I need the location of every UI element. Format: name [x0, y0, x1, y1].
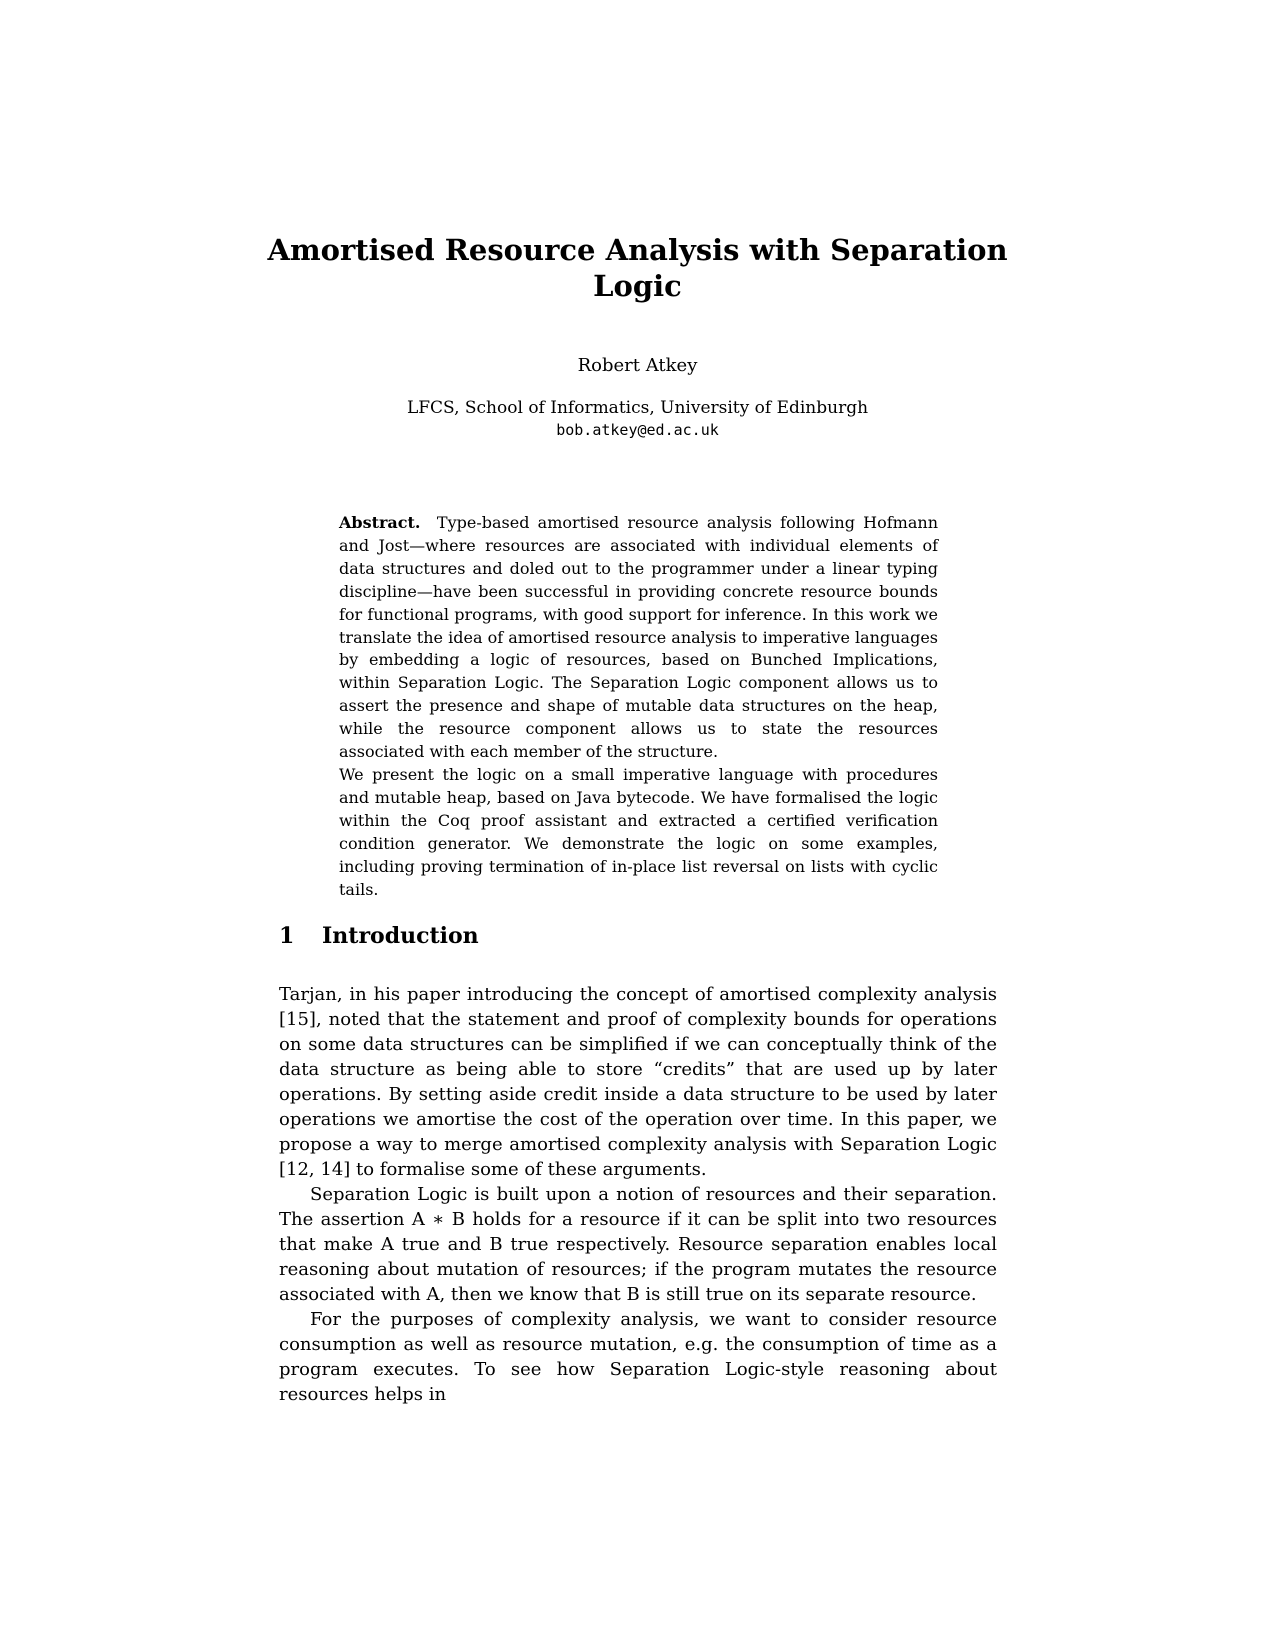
section-title: Introduction — [322, 923, 479, 949]
title-line-1: Amortised Resource Analysis with Separation — [267, 233, 1008, 267]
abstract — [339, 512, 938, 901]
paper-title — [0, 232, 1275, 304]
author-affiliation: LFCS, School of Informatics, University of Edinburgh — [406, 398, 869, 418]
abstract-paragraph-2: We present the logic on a small imperative language with procedures and mutable heap, based on Java bytecode. We have formalised the logic within the Coq proof assistant and extracted a certified verification condition generator. We demonstrate the logic on some examples, including proving termination of in-place list reversal on lists with cyclic tails. — [339, 764, 938, 899]
body-paragraph-2: Separation Logic is built upon a notion of resources and their separation. The assertion A ∗ B holds for a resource if it can be split into two resources that make A true and B true respectively. Resource separation enables local reasoning about mutation of resources; if the program mutates the resource associated with A, then we know that B is still true on its separate resource. — [279, 1184, 997, 1305]
abstract-text-1: Type-based amortised resource analysis following Hofmann and Jost—where resources are associated with individual elements of data structures and doled out to the programmer under a linear typing discipline—have been successful in providing concrete resource bounds for functional programs, with good support for inference. In this work we translate the idea of amortised resource analysis to imperative languages by embedding a logic of resources, based on Bunched Implications, within Separation Logic. The Separation Logic component allows us to assert the presence and shape of mutable data structures on the heap, while the resource component allows us to state the resources associated with each member of the structure. — [339, 513, 938, 762]
body-paragraph-3: For the purposes of complexity analysis, we want to consider resource consumption as well as resource mutation, e.g. the consumption of time as a program executes. To see how Separation Logic-style reasoning about resources helps in — [279, 1309, 997, 1405]
author-email: bob.atkey@ed.ac.uk — [556, 421, 719, 439]
body-paragraph-1: Tarjan, in his paper introducing the concept of amortised complexity analysis [15], noted that the statement and proof of complexity bounds for operations on some data structures can be simplified if we can conceptually think of the data structure as being able to store “credits” that are used up by later operations. By setting aside credit inside a data structure to be used by later operations we amortise the cost of the operation over time. In this paper, we propose a way to merge amortised complexity analysis with Separation Logic [12, 14] to formalise some of these arguments. — [279, 984, 997, 1180]
abstract-paragraph-1 — [339, 512, 938, 764]
author-name: Robert Atkey — [577, 355, 698, 376]
section-heading-introduction — [279, 921, 979, 951]
introduction-body — [279, 982, 997, 1407]
abstract-label: Abstract. — [339, 513, 421, 532]
title-line-2: Logic — [593, 269, 682, 303]
section-number: 1 — [279, 923, 295, 949]
